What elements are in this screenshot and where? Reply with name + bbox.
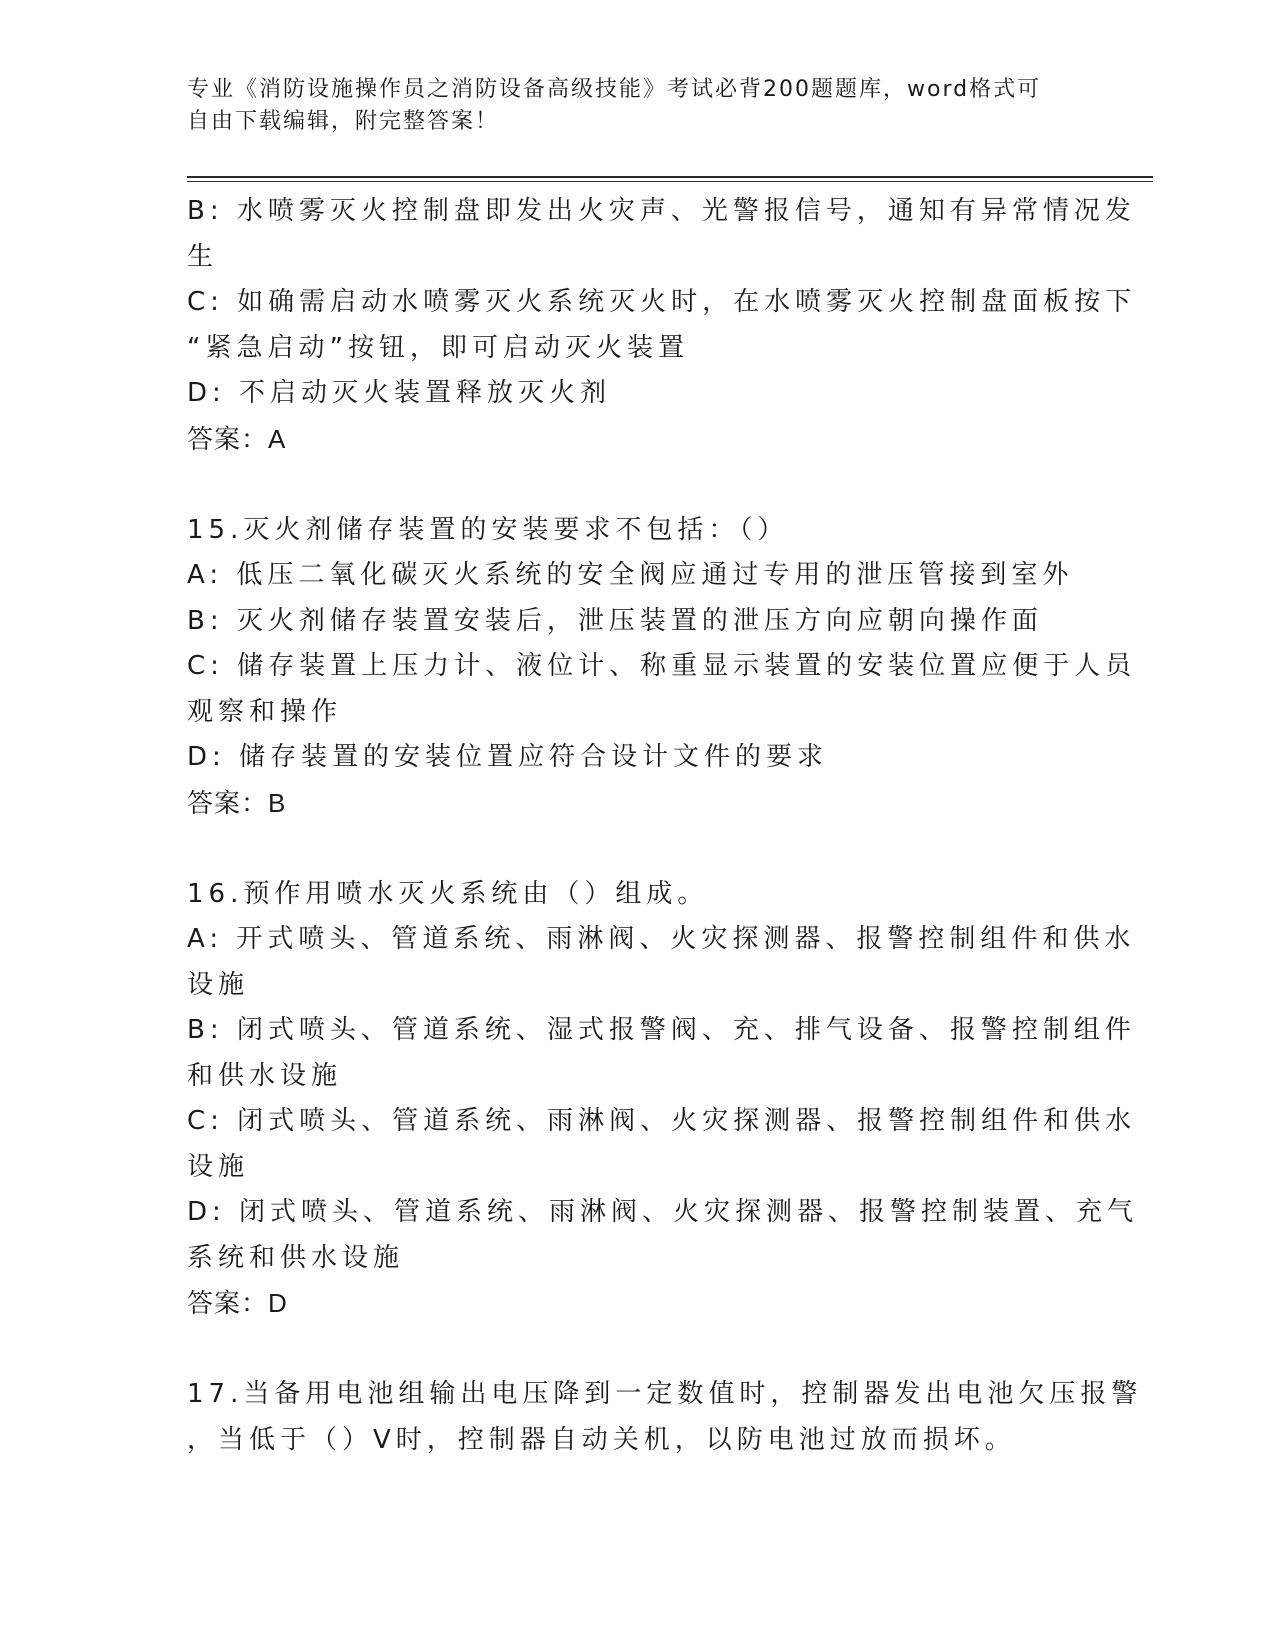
spacer: [187, 826, 1067, 872]
q14-option-b-line-2: 生: [187, 241, 219, 272]
q15-option-a: A: 低压二氧化碳灭火系统的安全阀应通过专用的泄压管接到室外: [187, 560, 1074, 590]
q16-option-b-line-1: B: 闭式喷头、管道系统、湿式报警阀、充、排气设备、报警控制组件: [187, 1015, 1136, 1045]
question-16: [187, 872, 1139, 1327]
q15-option-c-line-1: C: 储存装置上压力计、液位计、称重显示装置的安装位置应便于人员: [187, 651, 1137, 681]
q16-option-c-line-1: C: 闭式喷头、管道系统、雨淋阀、火灾探测器、报警控制组件和供水: [187, 1106, 1137, 1136]
q16-option-a-line-2: 设施: [187, 969, 250, 1000]
q15-option-c-line-2: 观察和操作: [187, 696, 343, 727]
q16-option-a-line-1: A: 开式喷头、管道系统、雨淋阀、火灾探测器、报警控制组件和供水: [187, 924, 1136, 954]
q16-answer: 答案：D: [187, 1288, 288, 1318]
q15-answer: 答案：B: [187, 787, 287, 818]
header-line-1: 专业《消防设施操作员之消防设备高级技能》考试必背200题题库，word格式可: [187, 77, 1042, 102]
spacer: [187, 1327, 1067, 1373]
q14-option-c-line-1: C: 如确需启动水喷雾灭火系统灭火时，在水喷雾灭火控制盘面板按下: [187, 287, 1137, 317]
q17-question-line-1: 17.当备用电池组输出电压降到一定数值时，控制器发出电池欠压报警: [187, 1379, 1143, 1409]
q17-question-line-2: ，当低于（）V时，控制器自动关机，以防电池过放而损坏。: [187, 1424, 1016, 1455]
q15-option-d: D: 储存装置的安装位置应符合设计文件的要求: [187, 742, 829, 772]
q16-option-d-line-1: D: 闭式喷头、管道系统、雨淋阀、火灾探测器、报警控制装置、充气: [187, 1197, 1139, 1227]
q14-answer: 答案：A: [187, 423, 287, 454]
q16-option-c-line-2: 设施: [187, 1151, 250, 1182]
question-15: [187, 508, 1137, 827]
q16-question: 16.预作用喷水灭火系统由（）组成。: [187, 878, 709, 909]
q14-option-c-line-2: “紧急启动”按钮，即可启动灭火装置: [187, 332, 689, 363]
q16-option-b-line-2: 和供水设施: [187, 1060, 343, 1091]
header-divider-thin: [187, 181, 1153, 182]
document-body: [187, 189, 1143, 1463]
document-header: [187, 74, 1067, 138]
question-14-continued: [187, 189, 1137, 462]
question-17: [187, 1372, 1143, 1463]
q15-option-b: B: 灭火剂储存装置安装后，泄压装置的泄压方向应朝向操作面: [187, 605, 1043, 636]
q15-question: 15.灭火剂储存装置的安装要求不包括：（）: [187, 514, 789, 545]
spacer: [187, 462, 1067, 508]
header-line-2: 自由下载编辑，附完整答案！: [187, 109, 500, 134]
header-divider-thick: [187, 176, 1153, 178]
q14-option-d: D: 不启动灭火装置释放灭火剂: [187, 378, 612, 408]
q16-option-d-line-2: 系统和供水设施: [187, 1242, 405, 1273]
q14-option-b-line-1: B: 水喷雾灭火控制盘即发出火灾声、光警报信号，通知有异常情况发: [187, 196, 1136, 226]
